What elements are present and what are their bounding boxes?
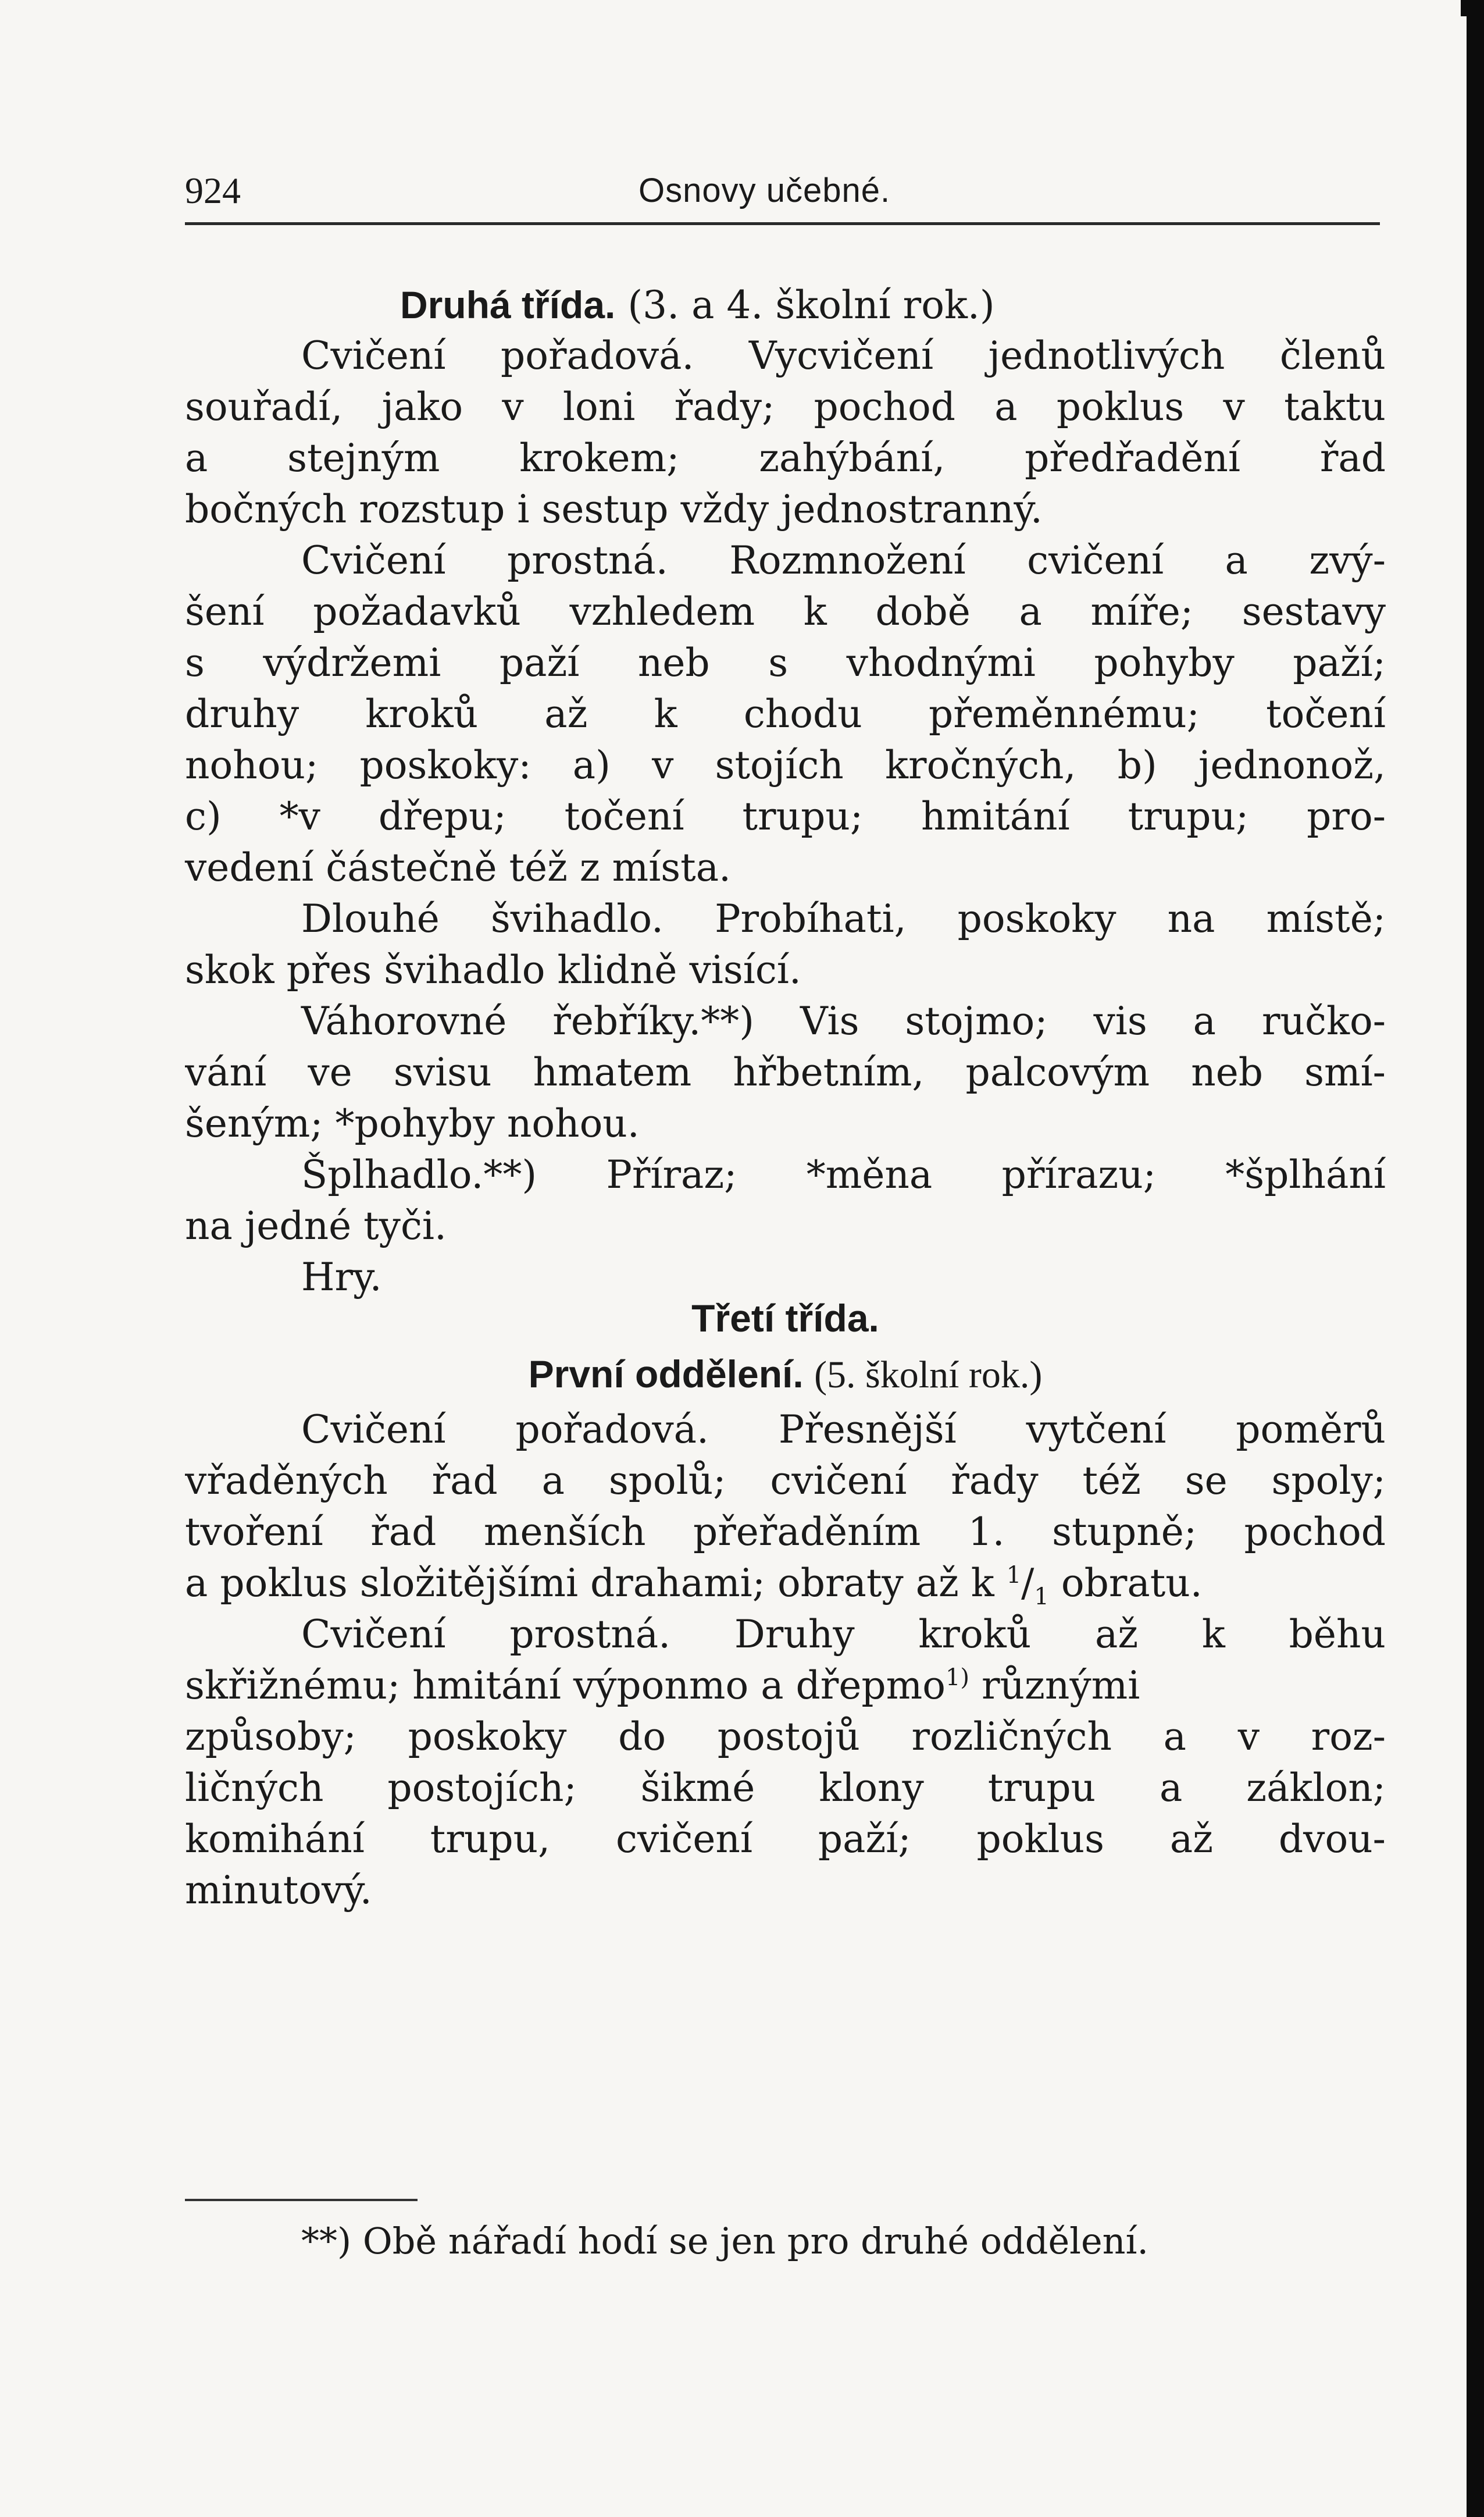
text-line: způsoby; poskoky do postojů rozličných a v roz- [185,1714,1386,1759]
text-line: Šplhadlo.**) Příraz; *měna přírazu; *šplhání [301,1152,1386,1197]
subsection-heading-rest: (5. školní rok.) [814,1354,1043,1396]
fraction-numerator: 1 [1006,1562,1022,1589]
text-line: na jedné tyči. [185,1204,447,1248]
page-body [185,279,1386,1916]
text-line: Cvičení pořadová. Vycvičení jednotlivých členů [301,333,1386,378]
text-fragment: skřižnému; hmitání výponmo a dřepmo [185,1663,946,1708]
text-line: skok přes švihadlo klidně visící. [185,948,801,992]
footnote: **) Obě nářadí hodí se jen pro druhé oddělení. [301,2220,1149,2262]
text-line: Cvičení prostná. Druhy kroků až k běhu [301,1612,1386,1657]
section-heading-bold: Druhá třída. [400,283,616,326]
page-number: 924 [185,170,241,211]
text-line: c) *v dřepu; točení trupu; hmitání trupu; pro- [185,794,1386,839]
text-line: ličných postojích; šikmé klony trupu a záklon; [185,1765,1386,1810]
scan-edge [1467,0,1484,2517]
text-line: souřadí, jako v loni řady; pochod a poklus v taktu [185,385,1386,429]
running-title: Osnovy učebné. [638,172,891,209]
subsection-heading-bold: První oddělení. [528,1352,804,1395]
section-heading-rest: (3. a 4. školní rok.) [627,283,995,327]
hry-label: Hry. [301,1255,382,1300]
text-line: Dlouhé švihadlo. Probíhati, poskoky na místě; [301,896,1386,941]
header-rule [185,222,1380,225]
text-line: a stejným krokem; zahýbání, předřadění řad [185,436,1386,480]
scan-edge-top [1461,0,1484,16]
text-line: minutový. [185,1868,372,1913]
footnote-ref: 1) [945,1664,970,1691]
text-line: tvoření řad menších přeřaděním 1. stupně; pochod [185,1510,1386,1554]
text-line: s výdržemi paží neb s vhodnými pohyby paží; [185,640,1386,685]
fraction-denominator: 1 [1034,1583,1049,1611]
text-line-drepmo [185,1660,1386,1711]
page-header [185,157,1380,209]
text-line: komihání trupu, cvičení paží; poklus až dvou- [185,1817,1386,1861]
text-line: bočných rozstup i sestup vždy jednostranný. [185,487,1043,532]
text-line: vedení částečně též z místa. [185,845,732,890]
text-line: druhy kroků až k chodu přeměnnému; točení [185,692,1386,736]
text-fragment: a poklus složitějšími drahami; obraty až k [185,1561,1007,1605]
text-line: vání ve svisu hmatem hřbetním, palcovým neb smí- [185,1050,1386,1095]
text-line: Cvičení pořadová. Přesnější vytčení poměrů [301,1407,1386,1452]
text-line: nohou; poskoky: a) v stojích kročných, b) jednonož, [185,743,1386,788]
text-line: šeným; *pohyby nohou. [185,1101,640,1146]
text-line: šení požadavků vzhledem k době a míře; sestavy [185,589,1386,634]
text-line [185,1252,1386,1300]
text-line: Cvičení prostná. Rozmnožení cvičení a zvý- [301,538,1386,583]
text-line: Váhorovné řebříky.**) Vis stojmo; vis a ručko- [301,999,1386,1044]
text-line: vřaděných řad a spolů; cvičení řady též se spoly; [185,1458,1386,1503]
subsection-heading [185,1348,1386,1404]
section-heading-treti: Třetí třída. [691,1297,879,1340]
text-line-obrat: a poklus složitějšími drahami; obraty až k $^1/_1$ obratu. [185,1561,1203,1611]
section-heading-druha [185,279,1386,330]
text-fragment: různými [969,1663,1140,1708]
footnote-rule [185,2199,418,2201]
text-fragment: obratu. [1048,1561,1203,1605]
